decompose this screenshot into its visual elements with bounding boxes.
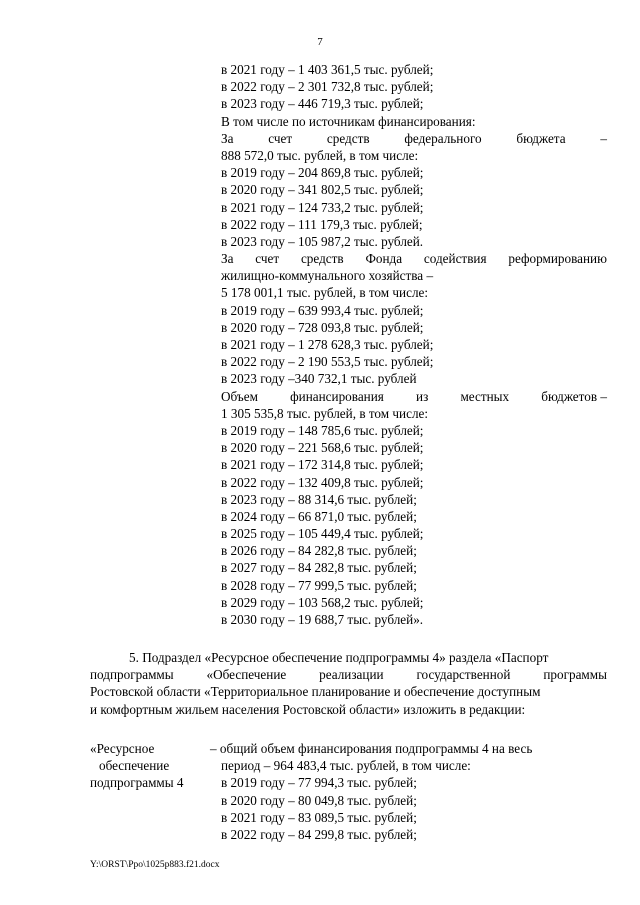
word: счет xyxy=(268,130,293,146)
text-line: в 2023 году – 105 987,2 тыс. рублей. xyxy=(221,233,424,249)
word: бюджетов – xyxy=(541,388,607,404)
word: финансирования xyxy=(290,388,384,404)
page-number: 7 xyxy=(317,36,323,48)
paragraph-line: и комфортным жильем населения Ростовской области» изложить в редакции: xyxy=(90,701,526,717)
footer-file-path: Y:\ORST\Ppo\1025p883.f21.docx xyxy=(90,860,220,870)
word: программы xyxy=(543,667,607,683)
paragraph-line: Ростовской области «Территориальное планирование и обеспечение доступным xyxy=(90,684,541,700)
text-line: жилищно-коммунального хозяйства – xyxy=(221,268,434,284)
word: – xyxy=(600,130,607,146)
passport-value-line: в 2019 году – 77 994,3 тыс. рублей; xyxy=(221,775,417,791)
word: реализации xyxy=(319,667,384,683)
passport-label-line: обеспечение xyxy=(99,758,170,774)
text-line: 888 572,0 тыс. рублей, в том числе: xyxy=(221,147,419,163)
fund-heading xyxy=(221,250,607,267)
text-line: в 2028 году – 77 999,5 тыс. рублей; xyxy=(221,577,417,593)
word: средств xyxy=(326,130,370,146)
text-line: в 2020 году – 341 802,5 тыс. рублей; xyxy=(221,182,424,198)
paragraph-line xyxy=(90,666,607,683)
word: счет xyxy=(255,251,280,267)
word: средств xyxy=(300,251,344,267)
text-line: в 2019 году – 639 993,4 тыс. рублей; xyxy=(221,302,424,318)
text-line: в 2025 году – 105 449,4 тыс. рублей; xyxy=(221,526,424,542)
text-line: в 2030 году – 19 688,7 тыс. рублей». xyxy=(221,612,424,627)
paragraph-line: 5. Подраздел «Ресурсное обеспечение подпрограммы 4» раздела «Паспорт xyxy=(129,650,549,665)
text-line: в 2023 году – 88 314,6 тыс. рублей; xyxy=(221,491,417,507)
word: местных xyxy=(460,388,510,404)
text-line: в 2019 году – 204 869,8 тыс. рублей; xyxy=(221,165,424,181)
text-line: в 2021 году – 1 403 361,5 тыс. рублей; xyxy=(221,62,434,77)
text-line: в 2023 году –340 732,1 тыс. рублей xyxy=(221,371,417,387)
federal-budget-heading xyxy=(221,130,607,147)
word: реформированию xyxy=(508,251,607,267)
text-line: в 2029 году – 103 568,2 тыс. рублей; xyxy=(221,594,424,610)
text-line: в 2019 году – 148 785,6 тыс. рублей; xyxy=(221,422,424,438)
text-line: в 2027 году – 84 282,8 тыс. рублей; xyxy=(221,560,417,576)
local-budget-heading xyxy=(221,388,607,405)
passport-value-column xyxy=(210,740,607,843)
passport-value-line: в 2020 году – 80 049,8 тыс. рублей; xyxy=(221,792,417,808)
text-line: в 2022 году – 111 179,3 тыс. рублей; xyxy=(221,216,423,232)
sources-heading: В том числе по источникам финансирования: xyxy=(221,113,476,129)
word: Фонда xyxy=(365,251,403,267)
text-line: в 2020 году – 728 093,8 тыс. рублей; xyxy=(221,319,424,335)
text-line: в 2022 году – 132 409,8 тыс. рублей; xyxy=(221,474,424,490)
text-line: в 2024 году – 66 871,0 тыс. рублей; xyxy=(221,508,417,524)
text-line: в 2021 году – 1 278 628,3 тыс. рублей; xyxy=(221,337,434,352)
word: бюджета xyxy=(516,130,566,146)
text-line: 1 305 535,8 тыс. рублей, в том числе: xyxy=(221,405,429,421)
word: Объем xyxy=(221,388,258,404)
paragraph-5 xyxy=(90,649,607,718)
passport-value-line: период – 964 483,4 тыс. рублей, в том числе: xyxy=(221,758,471,774)
passport-label-line: подпрограммы 4 xyxy=(90,775,184,791)
financing-block xyxy=(221,61,607,628)
passport-label-line: «Ресурсное xyxy=(90,741,155,756)
passport-label-column xyxy=(90,740,212,792)
word: подпрограммы xyxy=(90,667,174,683)
text-line: в 2022 году – 2 190 553,5 тыс. рублей; xyxy=(221,354,434,370)
word: содействия xyxy=(423,251,487,267)
passport-value-line: – общий объем финансирования подпрограммы 4 на весь xyxy=(210,741,533,756)
word: За xyxy=(221,130,234,146)
text-line: в 2020 году – 221 568,6 тыс. рублей; xyxy=(221,440,424,456)
text-line: в 2021 году – 172 314,8 тыс. рублей; xyxy=(221,457,424,473)
text-line: в 2023 году – 446 719,3 тыс. рублей; xyxy=(221,96,424,112)
word: «Обеспечение xyxy=(206,667,287,683)
passport-value-line: в 2022 году – 84 299,8 тыс. рублей; xyxy=(221,826,417,842)
word: федерального xyxy=(404,130,482,146)
passport-value-line: в 2021 году – 83 089,5 тыс. рублей; xyxy=(221,809,417,825)
text-line: в 2021 году – 124 733,2 тыс. рублей; xyxy=(221,199,424,215)
word: За xyxy=(221,251,234,267)
text-line: в 2022 году – 2 301 732,8 тыс. рублей; xyxy=(221,79,434,95)
text-line: в 2026 году – 84 282,8 тыс. рублей; xyxy=(221,543,417,559)
text-line: 5 178 001,1 тыс. рублей, в том числе: xyxy=(221,285,429,301)
word: из xyxy=(416,388,429,404)
word: государственной xyxy=(416,667,511,683)
